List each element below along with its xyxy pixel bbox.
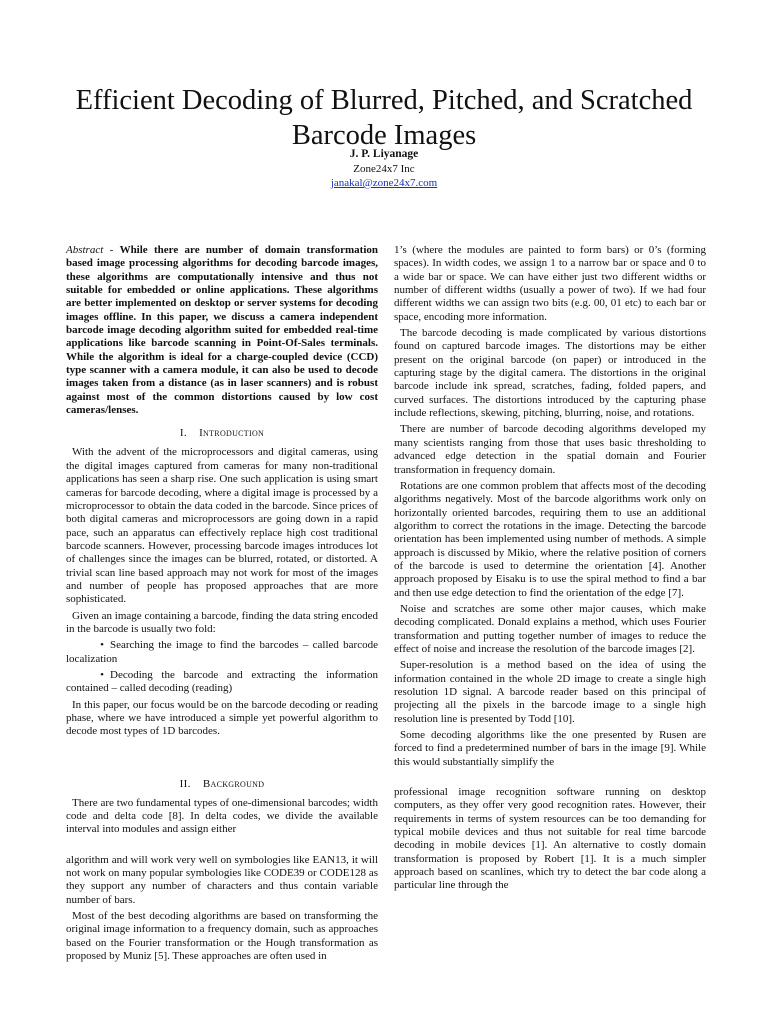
intro-paragraph-2: Given an image containing a barcode, finding the data string encoded in the barcode is usually two fold: — [66, 609, 378, 635]
background-paragraph-1: There are two fundamental types of one-dimensional barcodes; width code and delta code [8]. In delta codes, we divide the available interval into modules and assign either — [66, 796, 378, 836]
abstract-body: While there are number of domain transformation based image processing algorithms for decoding barcode images, these algorithms are computationally intensive and thus not suitable for embedded or online applications. These algorithms are better implemented on desktop or server systems for decoding images offline. In this paper, we discuss a camera independent barcode image decoding algorithm suited for embedded real-time applications like barcode scanning in Point-Of-Sales terminals. While the algorithm is ideal for a charge-coupled device (CCD) type scanner with a camera module, it can also be used to decode images taken from a distance (as in laser scanners) and is robust against most of the common distortions caused by low cost cameras/lenses. — [66, 244, 378, 417]
right-paragraph-6: Super-resolution is a method based on the idea of using the information contained in the whole 2D image to create a single high resolution 1D signal. A barcode reader based on this principal of projecting all the pixels in the barcode image to a single high resolution line is presented by Todd [10]. — [394, 659, 706, 725]
intro-paragraph-1: With the advent of the microprocessors and digital cameras, using the digital images captured from cameras for many non-traditional applications has seen a sharp rise. One such application is using smart cameras for barcode decoding, where a digital image is processed by a microprocessor to obtain the data coded in the barcode. Since prices of both digital cameras and microprocessors are going down in a rapid pace, such an apparatus can effectively replace high cost traditional barcode scanners. However, processing barcode images introduces lot of challenges since the images can be blurred, rotated, or distorted. A trivial scan line based approach may not work for most of the images and number of people has proposed approaches that are more sophisticated. — [66, 446, 378, 606]
right-paragraph-2: The barcode decoding is made complicated by various distortions found on captured barcode images. The distortions may be either present on the original barcode (on paper) or introduced in the capturing stage by the digital camera. The distortions in the original barcode include ink spread, scratches, fading, folded papers, and curved surfaces. The distortions introduced by the capturing phase include reflections, skewing, pitching, blurring, noise, and rotations. — [394, 327, 706, 420]
section-title: Background — [202, 777, 265, 790]
bullet-item-1 — [66, 639, 378, 666]
background-paragraph-2: algorithm and will work very well on symbologies like EAN13, it will not work on many popular symbologies like CODE39 or CODE128 as they support any number of characters and thus contain variable number of bars. — [66, 853, 378, 906]
spacer — [66, 742, 378, 768]
author-affiliation: Zone24x7 Inc — [353, 163, 415, 175]
bullet-icon: • — [100, 668, 104, 681]
author-block — [0, 147, 768, 190]
abstract-lead: Abstract - — [66, 244, 120, 256]
abstract — [66, 244, 378, 417]
right-paragraph-8: professional image recognition software running on desktop computers, as they offer very good recognition rates. However, their requirements in terms of system resources can be too demanding for typical mobile devices and thus not suitable for real time barcode decoding in mobile devices [1]. An alternative to costly domain transformation is proposed by Robert [1]. It is a much simpler approach based on scanlines, which try to detect the bar code along a particular line through the — [394, 786, 706, 892]
section-number: II. — [179, 777, 191, 790]
bullet-icon: • — [100, 639, 104, 652]
right-paragraph-4: Rotations are one common problem that affects most of the decoding algorithms negatively. Most of the barcode algorithms work only on horizontally oriented barcodes, requiring them to use an additional algorithm to correct the rotations in the image. Detecting the barcode orientation has been implemented using number of methods. A simple approach is discussed by Mikio, where the relative position of corners of the barcode is used to determine the orientation [4]. Another approach proposed by Eisaku is to use the spiral method to find a bar and then use edge detection to find the orientation of the edge [7]. — [394, 479, 706, 599]
intro-paragraph-3: In this paper, our focus would be on the barcode decoding or reading phase, where we have introduced a simple yet powerful algorithm to decode most types of 1D barcodes. — [66, 698, 378, 738]
section-heading-background — [66, 778, 378, 791]
spacer — [394, 772, 706, 786]
section-heading-introduction — [66, 427, 378, 440]
background-paragraph-3: Most of the best decoding algorithms are based on transforming the original image information to a frequency domain, such as approaches based on the Fourier transformation or the Hough transformation as proposed by Muniz [5]. These approaches are often used in — [66, 910, 378, 963]
spacer — [66, 840, 378, 854]
section-number: I. — [179, 427, 187, 440]
bullet-text: Searching the image to find the barcodes – called barcode localization — [66, 639, 378, 665]
author-name: J. P. Liyanage — [349, 148, 419, 160]
right-paragraph-3: There are number of barcode decoding algorithms developed my many scientists ranging from those that uses basic thresholding to advanced edge detection in the spatial domain and Fourier transformation in frequency domain. — [394, 423, 706, 476]
right-paragraph-5: Noise and scratches are some other major causes, which make decoding complicated. Donald explains a method, which uses Fourier transformation and putting together number of images to reduce the effect of noise and increase the resolution of the barcode images [2]. — [394, 602, 706, 655]
right-column — [394, 244, 706, 896]
right-paragraph-1: 1’s (where the modules are painted to form bars) or 0’s (forming spaces). In width codes, we assign 1 to a narrow bar or space and 0 to a wide bar or space. We can have either just two different widths or number of different widths (usually a power of two). If we had four different widths we can assign two bits (e.g. 00, 01 etc) to each bar or space, encoding more information. — [394, 244, 706, 323]
paper-title: Efficient Decoding of Blurred, Pitched, and Scratched Barcode Images — [75, 85, 693, 152]
author-email-link[interactable]: janakal@zone24x7.com — [330, 177, 438, 189]
left-column — [66, 244, 378, 966]
section-title: Introduction — [199, 427, 265, 440]
bullet-text: Decoding the barcode and extracting the information contained – called decoding (reading) — [66, 668, 378, 695]
right-paragraph-7: Some decoding algorithms like the one presented by Rusen are forced to find a predetermined number of bars in the image [9]. While this would substantially simplify the — [394, 729, 706, 768]
bullet-item-2 — [66, 669, 378, 696]
